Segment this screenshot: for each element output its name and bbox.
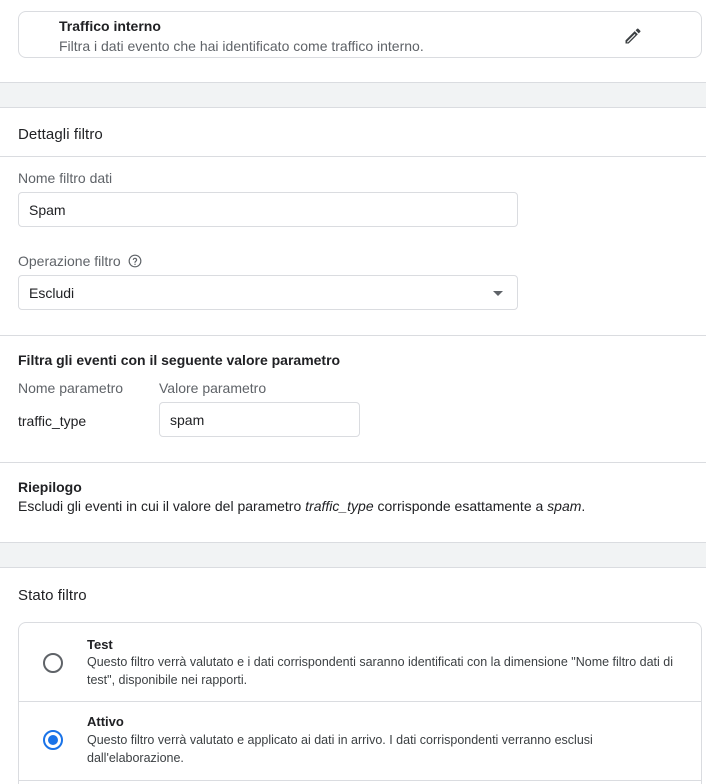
summary-heading: Riepilogo <box>18 479 82 495</box>
status-option-active[interactable] <box>19 702 701 780</box>
summary-param-value: spam <box>547 498 582 514</box>
divider <box>0 156 706 157</box>
status-option-title: Test <box>87 637 113 652</box>
filter-name-label: Nome filtro dati <box>18 170 113 186</box>
summary-text-part: . <box>581 498 586 514</box>
status-option-title: Attivo <box>87 714 124 729</box>
pencil-icon <box>623 26 643 46</box>
radio-active[interactable] <box>43 730 63 750</box>
parameter-heading: Filtra gli eventi con il seguente valore parametro <box>18 352 341 368</box>
filter-status-title: Stato filtro <box>18 587 87 604</box>
summary-text <box>18 498 585 514</box>
summary-text-part: Escludi gli eventi in cui il valore del parametro <box>18 498 306 514</box>
status-option-test[interactable] <box>19 623 701 701</box>
parameter-name: traffic_type <box>18 413 87 429</box>
section-separator <box>0 542 706 568</box>
filter-status-options <box>18 622 702 784</box>
filter-operation-label: Operazione filtro <box>18 253 121 269</box>
summary-param-name: traffic_type <box>305 498 374 514</box>
filter-details-title: Dettagli filtro <box>18 126 103 143</box>
summary-text-part: corrisponde esattamente a <box>373 498 548 514</box>
status-option-description: Questo filtro verrà valutato e applicato ai dati in arrivo. I dati corrispondenti verranno esclusi dall'elaborazione. <box>87 733 593 765</box>
help-icon[interactable] <box>128 254 142 268</box>
section-separator <box>0 82 706 108</box>
parameter-name-label: Nome parametro <box>18 380 124 396</box>
status-option-description: Questo filtro verrà valutato e i dati corrispondenti saranno identificati con la dimensione "Nome filtro dati di test", disponibile nei rapporti. <box>87 655 673 687</box>
radio-test[interactable] <box>43 653 63 673</box>
filter-type-description: Filtra i dati evento che hai identificato come traffico interno. <box>59 38 424 54</box>
parameter-value-input[interactable] <box>159 402 360 437</box>
filter-type-title: Traffico interno <box>59 18 161 34</box>
filter-operation-select[interactable] <box>18 275 518 310</box>
filter-name-input[interactable] <box>18 192 518 227</box>
parameter-value-label: Valore parametro <box>159 380 267 396</box>
divider <box>0 335 706 336</box>
filter-type-card <box>18 11 702 58</box>
divider <box>0 462 706 463</box>
edit-filter-type-button[interactable] <box>619 22 647 50</box>
dropdown-arrow-icon <box>493 291 503 296</box>
filter-operation-value: Escludi <box>29 285 75 301</box>
divider <box>19 780 701 781</box>
